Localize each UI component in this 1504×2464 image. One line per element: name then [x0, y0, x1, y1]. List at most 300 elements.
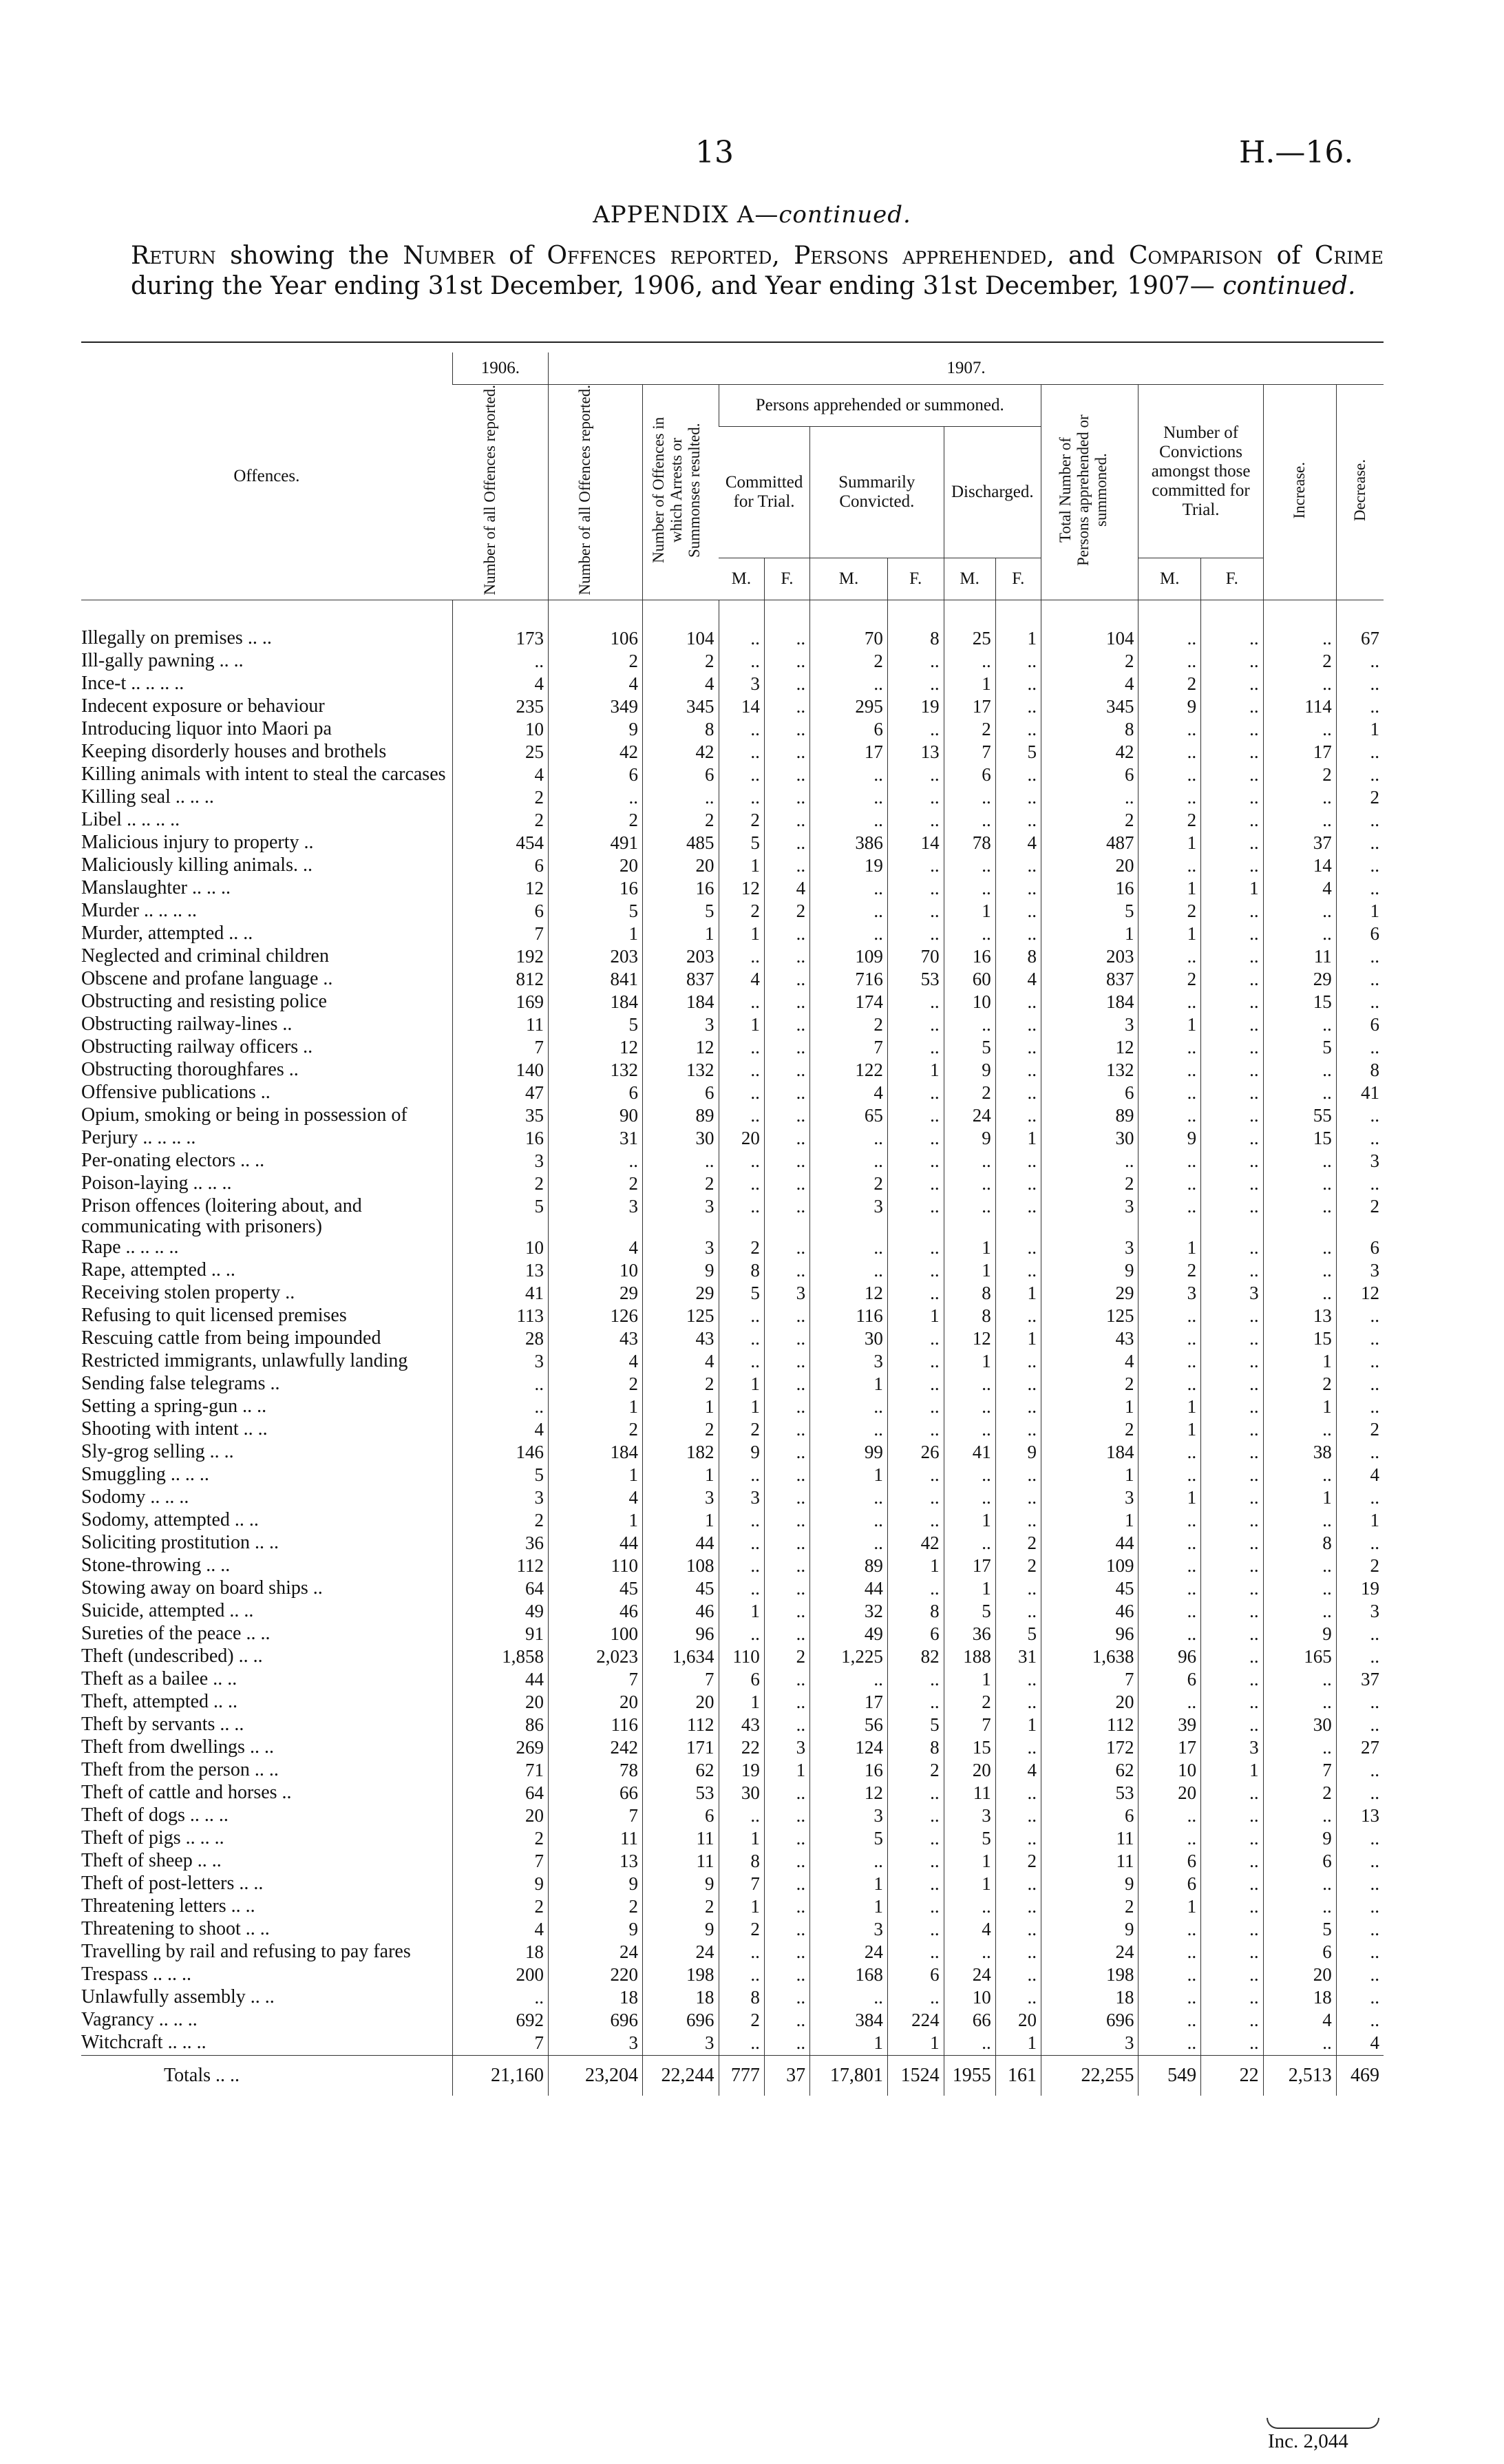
- table-cell: 30: [810, 1328, 888, 1351]
- table-cell: ..: [764, 1964, 809, 1987]
- table-cell: 12: [810, 1283, 888, 1305]
- table-cell: ..: [1041, 1150, 1138, 1173]
- table-cell: ..: [944, 651, 995, 673]
- table-cell: 3: [764, 1283, 809, 1305]
- offence-name: Prison offences (loitering about, and communicating with prisoners): [81, 1195, 362, 1238]
- table-cell: 15: [944, 1737, 995, 1760]
- table-row: [81, 673, 1384, 696]
- table-cell: 9: [1138, 696, 1201, 719]
- table-cell: ..: [1201, 901, 1264, 923]
- table-cell: 165: [1263, 1646, 1336, 1669]
- table-cell: 41: [452, 1283, 548, 1305]
- table-cell: 2: [549, 1373, 643, 1396]
- table-cell: 9: [719, 1442, 764, 1464]
- table-cell: 6: [1263, 1851, 1336, 1873]
- table-cell: 696: [549, 2010, 643, 2032]
- col-all-offences-1906-label: Number of all Offences reported.: [480, 385, 498, 596]
- table-cell: ..: [887, 1283, 944, 1305]
- table-cell: ..: [1201, 1941, 1264, 1964]
- table-cell: ..: [1201, 1419, 1264, 1442]
- table-cell: 2: [764, 1646, 809, 1669]
- col-all-offences-1906: [452, 385, 548, 600]
- table-cell: 3: [549, 1196, 643, 1237]
- table-cell: 5: [1263, 1037, 1336, 1060]
- table-cell: 812: [452, 969, 548, 991]
- table-cell: 25: [944, 600, 995, 651]
- table-cell: 4: [810, 1082, 888, 1105]
- table-cell: ..: [1336, 878, 1384, 901]
- table-cell: ..: [1138, 1328, 1201, 1351]
- table-cell: ..: [995, 1060, 1041, 1082]
- table-cell: ..: [1201, 1896, 1264, 1919]
- table-cell: 7: [452, 1851, 548, 1873]
- table-cell: 1: [764, 1760, 809, 1782]
- table-cell: 1: [1201, 878, 1264, 901]
- table-cell: ..: [1138, 1555, 1201, 1578]
- table-cell: 24: [549, 1941, 643, 1964]
- table-row: [81, 1601, 1384, 1623]
- table-cell: 4: [452, 1419, 548, 1442]
- table-cell: ..: [1263, 923, 1336, 946]
- table-cell: 1: [944, 1669, 995, 1692]
- table-cell: 20: [643, 1692, 719, 1714]
- table-cell: 2: [719, 1237, 764, 1260]
- table-cell: 6: [549, 764, 643, 787]
- table-cell: 20: [719, 1128, 764, 1150]
- table-cell: ..: [995, 1669, 1041, 1692]
- table-cell: ..: [995, 855, 1041, 878]
- table-cell: ..: [1201, 991, 1264, 1014]
- table-row: [81, 1373, 1384, 1396]
- table-cell: ..: [887, 1873, 944, 1896]
- table-cell: ..: [1336, 741, 1384, 764]
- table-cell: ..: [1138, 1692, 1201, 1714]
- offence-name: Maliciously killing animals. ..: [81, 854, 313, 876]
- table-cell: ..: [1336, 696, 1384, 719]
- table-cell: 11: [944, 1782, 995, 1805]
- col-offences: Offences.: [81, 352, 452, 600]
- table-cell: 174: [810, 991, 888, 1014]
- table-cell: ..: [995, 1782, 1041, 1805]
- offence-name: Killing animals with intent to steal the carcases: [81, 764, 446, 786]
- table-cell: ..: [1336, 946, 1384, 969]
- table-cell: ..: [1138, 1082, 1201, 1105]
- table-cell: 20: [1041, 855, 1138, 878]
- table-cell: 198: [1041, 1964, 1138, 1987]
- table-cell: 696: [1041, 2010, 1138, 2032]
- table-cell: ..: [944, 1373, 995, 1396]
- table-cell: ..: [719, 1533, 764, 1555]
- table-cell: ..: [1336, 1987, 1384, 2010]
- table-cell: ..: [1336, 1533, 1384, 1555]
- table-cell: 31: [995, 1646, 1041, 1669]
- table-row: [81, 1351, 1384, 1373]
- table-cell: 4: [1041, 1351, 1138, 1373]
- table-cell: ..: [1201, 1669, 1264, 1692]
- table-cell: ..: [764, 1237, 809, 1260]
- table-cell: ..: [764, 2032, 809, 2056]
- table-cell: 2: [1041, 1896, 1138, 1919]
- table-cell: ..: [764, 1828, 809, 1851]
- table-cell: 7: [452, 1037, 548, 1060]
- table-cell: ..: [1138, 1805, 1201, 1828]
- table-cell: 112: [643, 1714, 719, 1737]
- table-cell: 5: [1263, 1919, 1336, 1941]
- table-cell: 31: [549, 1128, 643, 1150]
- table-cell: ..: [1336, 991, 1384, 1014]
- table-cell: ..: [1263, 1555, 1336, 1578]
- offence-name: Libel .. .. .. ..: [81, 809, 180, 831]
- col-convictions: Number of Convictions amongst those committed for Trial.: [1138, 385, 1263, 558]
- table-cell: ..: [995, 1896, 1041, 1919]
- table-cell: ..: [995, 1964, 1041, 1987]
- table-cell: ..: [1138, 787, 1201, 810]
- table-cell: 4: [1336, 2032, 1384, 2056]
- totals-cell: 1955: [944, 2056, 995, 2096]
- table-cell: 44: [1041, 1533, 1138, 1555]
- table-row: [81, 1737, 1384, 1760]
- offence-name: Obscene and profane language ..: [81, 968, 333, 990]
- table-cell: ..: [944, 1533, 995, 1555]
- col-year-1906: 1906.: [452, 352, 548, 385]
- table-cell: 1: [944, 1873, 995, 1896]
- table-cell: 8: [1041, 719, 1138, 741]
- table-cell: 1: [643, 1396, 719, 1419]
- table-row: [81, 1150, 1384, 1173]
- table-cell: 7: [452, 923, 548, 946]
- table-cell: ..: [764, 991, 809, 1014]
- table-cell: 66: [549, 1782, 643, 1805]
- table-cell: ..: [1138, 1919, 1201, 1941]
- table-cell: ..: [1336, 1305, 1384, 1328]
- table-cell: 110: [549, 1555, 643, 1578]
- table-cell: ..: [1263, 810, 1336, 832]
- table-cell: 5: [810, 1828, 888, 1851]
- table-cell: 6: [452, 855, 548, 878]
- table-row: [81, 1419, 1384, 1442]
- table-cell: 6: [1138, 1873, 1201, 1896]
- table-cell: ..: [1201, 696, 1264, 719]
- table-cell: 8: [1263, 1533, 1336, 1555]
- table-cell: 42: [1041, 741, 1138, 764]
- table-cell: 89: [810, 1555, 888, 1578]
- offences-table: [81, 352, 1384, 2096]
- table-cell: ..: [1263, 1805, 1336, 1828]
- table-cell: ..: [1201, 1782, 1264, 1805]
- table-cell: ..: [995, 901, 1041, 923]
- table-cell: ..: [995, 651, 1041, 673]
- table-cell: 1: [810, 1373, 888, 1396]
- table-cell: ..: [944, 855, 995, 878]
- heading-of-2: of: [1276, 242, 1301, 270]
- table-cell: 125: [1041, 1305, 1138, 1328]
- offence-name: Theft of dogs .. .. ..: [81, 1804, 229, 1826]
- table-cell: 96: [643, 1623, 719, 1646]
- table-cell: 3: [549, 2032, 643, 2056]
- table-cell: ..: [944, 1173, 995, 1196]
- table-cell: 132: [549, 1060, 643, 1082]
- table-cell: ..: [1138, 1442, 1201, 1464]
- table-cell: ..: [1336, 1692, 1384, 1714]
- table-cell: ..: [1201, 1805, 1264, 1828]
- table-cell: ..: [1263, 1419, 1336, 1442]
- table-cell: 1: [1138, 1896, 1201, 1919]
- table-cell: ..: [887, 764, 944, 787]
- table-cell: 20: [1041, 1692, 1138, 1714]
- table-cell: 692: [452, 2010, 548, 2032]
- table-cell: 17: [944, 696, 995, 719]
- table-cell: 9: [944, 1060, 995, 1082]
- table-cell: 3: [643, 1014, 719, 1037]
- table-cell: ..: [887, 1196, 944, 1237]
- table-cell: ..: [995, 991, 1041, 1014]
- table-cell: ..: [764, 1601, 809, 1623]
- table-cell: ..: [887, 1128, 944, 1150]
- table-cell: ..: [764, 1105, 809, 1128]
- table-cell: 1: [887, 2032, 944, 2056]
- table-row: [81, 1828, 1384, 1851]
- table-cell: 8: [995, 946, 1041, 969]
- table-cell: 15: [1263, 1328, 1336, 1351]
- table-cell: ..: [764, 1851, 809, 1873]
- table-cell: 53: [887, 969, 944, 991]
- table-cell: ..: [1201, 1828, 1264, 1851]
- offence-name: Obstructing and resisting police: [81, 991, 327, 1013]
- table-cell: ..: [764, 673, 809, 696]
- table-cell: ..: [1201, 855, 1264, 878]
- table-cell: 42: [643, 741, 719, 764]
- table-cell: ..: [1336, 1623, 1384, 1646]
- table-cell: 1: [643, 1510, 719, 1533]
- table-cell: 82: [887, 1646, 944, 1669]
- table-row: [81, 832, 1384, 855]
- table-cell: 7: [643, 1669, 719, 1692]
- table-cell: 30: [643, 1128, 719, 1150]
- table-cell: 7: [1263, 1760, 1336, 1782]
- table-cell: 224: [887, 2010, 944, 2032]
- offence-name: Vagrancy .. .. ..: [81, 2009, 198, 2031]
- table-cell: 13: [452, 1260, 548, 1283]
- table-cell: 269: [452, 1737, 548, 1760]
- table-cell: 2: [764, 901, 809, 923]
- table-cell: 1: [719, 1014, 764, 1037]
- table-cell: ..: [1138, 2032, 1201, 2056]
- table-cell: ..: [944, 1419, 995, 1442]
- table-cell: 2: [643, 1373, 719, 1396]
- table-cell: 1: [643, 1464, 719, 1487]
- table-cell: ..: [810, 1237, 888, 1260]
- col-convictions-f: F.: [1201, 558, 1264, 600]
- table-cell: ..: [944, 1396, 995, 1419]
- table-row: [81, 1760, 1384, 1782]
- table-row: [81, 1964, 1384, 1987]
- table-cell: ..: [810, 878, 888, 901]
- table-cell: ..: [1336, 969, 1384, 991]
- table-cell: ..: [995, 1828, 1041, 1851]
- table-cell: ..: [719, 1060, 764, 1082]
- table-cell: 6: [887, 1964, 944, 1987]
- table-cell: 188: [944, 1646, 995, 1669]
- table-cell: 64: [452, 1782, 548, 1805]
- table-cell: ..: [1201, 600, 1264, 651]
- table-cell: 4: [452, 673, 548, 696]
- table-row: [81, 764, 1384, 787]
- table-cell: 17: [1263, 741, 1336, 764]
- table-cell: 12: [643, 1037, 719, 1060]
- table-cell: 5: [887, 1714, 944, 1737]
- table-cell: 7: [944, 1714, 995, 1737]
- table-cell: ..: [1138, 1305, 1201, 1328]
- table-cell: 2: [1138, 673, 1201, 696]
- offence-name: Smuggling .. .. ..: [81, 1464, 209, 1486]
- table-cell: ..: [944, 810, 995, 832]
- table-cell: 3: [1041, 2032, 1138, 2056]
- table-cell: 3: [1336, 1601, 1384, 1623]
- table-row: [81, 2010, 1384, 2032]
- table-row: [81, 1014, 1384, 1037]
- table-cell: 2: [549, 1419, 643, 1442]
- table-cell: 2: [719, 1919, 764, 1941]
- table-cell: 45: [1041, 1578, 1138, 1601]
- table-cell: ..: [1201, 810, 1264, 832]
- table-cell: 67: [1336, 600, 1384, 651]
- table-cell: 235: [452, 696, 548, 719]
- table-cell: 39: [1138, 1714, 1201, 1737]
- table-cell: 4: [549, 673, 643, 696]
- table-cell: ..: [1263, 1692, 1336, 1714]
- offence-name: Malicious injury to property ..: [81, 832, 314, 854]
- offence-name: Murder .. .. .. ..: [81, 900, 197, 922]
- table-body: [81, 600, 1384, 2056]
- col-discharged-f: F.: [995, 558, 1041, 600]
- table-cell: ..: [764, 1328, 809, 1351]
- table-cell: 29: [643, 1283, 719, 1305]
- table-cell: 15: [1263, 1128, 1336, 1150]
- table-cell: ..: [1138, 1060, 1201, 1082]
- table-cell: ..: [764, 651, 809, 673]
- table-cell: ..: [887, 878, 944, 901]
- table-cell: ..: [1336, 1442, 1384, 1464]
- table-cell: 2: [944, 1692, 995, 1714]
- document-reference: H.—16.: [1239, 135, 1354, 170]
- table-cell: 2: [549, 1896, 643, 1919]
- table-row: [81, 1782, 1384, 1805]
- table-cell: ..: [1263, 2032, 1336, 2056]
- table-cell: 2: [549, 651, 643, 673]
- col-summarily-f: F.: [887, 558, 944, 600]
- table-cell: 1: [1201, 1760, 1264, 1782]
- table-cell: 140: [452, 1060, 548, 1082]
- table-cell: 6: [1263, 1941, 1336, 1964]
- table-cell: 41: [944, 1442, 995, 1464]
- table-cell: ..: [719, 2032, 764, 2056]
- table-cell: 28: [452, 1328, 548, 1351]
- table-cell: ..: [764, 1037, 809, 1060]
- col-increase-label: Increase.: [1291, 461, 1309, 518]
- table-cell: ..: [810, 1260, 888, 1283]
- table-cell: ..: [995, 1487, 1041, 1510]
- table-cell: ..: [764, 1692, 809, 1714]
- table-cell: ..: [452, 1987, 548, 2010]
- table-row: [81, 1105, 1384, 1128]
- table-cell: 6: [1138, 1669, 1201, 1692]
- table-row: [81, 1873, 1384, 1896]
- offence-name: Shooting with intent .. ..: [81, 1418, 268, 1440]
- table-cell: 1: [995, 1283, 1041, 1305]
- table-cell: 2: [452, 810, 548, 832]
- col-committed-f: F.: [764, 558, 809, 600]
- table-cell: 5: [452, 1196, 548, 1237]
- table-cell: 6: [1336, 1014, 1384, 1037]
- offence-name: Obstructing railway-lines ..: [81, 1013, 293, 1035]
- table-cell: 2: [452, 1828, 548, 1851]
- table-cell: ..: [764, 810, 809, 832]
- offence-name: Per-onating electors .. ..: [81, 1150, 265, 1172]
- table-cell: 2: [995, 1533, 1041, 1555]
- table-cell: 5: [995, 741, 1041, 764]
- totals-cell: 23,204: [549, 2056, 643, 2096]
- table-cell: 4: [452, 764, 548, 787]
- table-cell: 9: [643, 1873, 719, 1896]
- table-cell: 26: [887, 1442, 944, 1464]
- table-cell: 43: [643, 1328, 719, 1351]
- table-cell: 1: [1138, 1014, 1201, 1037]
- col-arrests-label: Number of Offences in which Arrests or Summonses resulted.: [649, 417, 703, 563]
- table-cell: 18: [549, 1987, 643, 2010]
- table-cell: ..: [764, 1260, 809, 1283]
- table-cell: ..: [719, 1082, 764, 1105]
- table-cell: 42: [887, 1533, 944, 1555]
- table-cell: ..: [1263, 1082, 1336, 1105]
- table-cell: 2: [549, 1173, 643, 1196]
- table-cell: ..: [810, 1150, 888, 1173]
- table-cell: ..: [1263, 1150, 1336, 1173]
- table-cell: ..: [1201, 1328, 1264, 1351]
- table-cell: 487: [1041, 832, 1138, 855]
- table-cell: 6: [1041, 1082, 1138, 1105]
- table-cell: ..: [764, 1805, 809, 1828]
- table-cell: ..: [1138, 1173, 1201, 1196]
- table-cell: ..: [764, 1782, 809, 1805]
- table-row: [81, 810, 1384, 832]
- table-cell: ..: [887, 1419, 944, 1442]
- table-cell: 17: [944, 1555, 995, 1578]
- table-cell: ..: [764, 923, 809, 946]
- table-cell: 53: [1041, 1782, 1138, 1805]
- table-cell: ..: [995, 1510, 1041, 1533]
- table-cell: 24: [944, 1964, 995, 1987]
- table-cell: 132: [643, 1060, 719, 1082]
- table-cell: ..: [1201, 1037, 1264, 1060]
- table-cell: 29: [549, 1283, 643, 1305]
- table-cell: ..: [764, 1305, 809, 1328]
- table-cell: 17: [810, 741, 888, 764]
- table-cell: ..: [719, 1464, 764, 1487]
- table-cell: ..: [1336, 810, 1384, 832]
- table-cell: ..: [1336, 1373, 1384, 1396]
- table-cell: ..: [1336, 1782, 1384, 1805]
- offence-name: Indecent exposure or behaviour: [81, 695, 325, 717]
- table-cell: ..: [764, 1896, 809, 1919]
- table-cell: 1: [944, 901, 995, 923]
- table-cell: 9: [643, 1260, 719, 1283]
- offence-name: Ill-gally pawning .. ..: [81, 650, 244, 672]
- table-cell: ..: [995, 878, 1041, 901]
- offence-name: Poison-laying .. .. ..: [81, 1172, 232, 1194]
- table-cell: ..: [1201, 1555, 1264, 1578]
- table-cell: ..: [995, 1919, 1041, 1941]
- table-cell: 6: [643, 1805, 719, 1828]
